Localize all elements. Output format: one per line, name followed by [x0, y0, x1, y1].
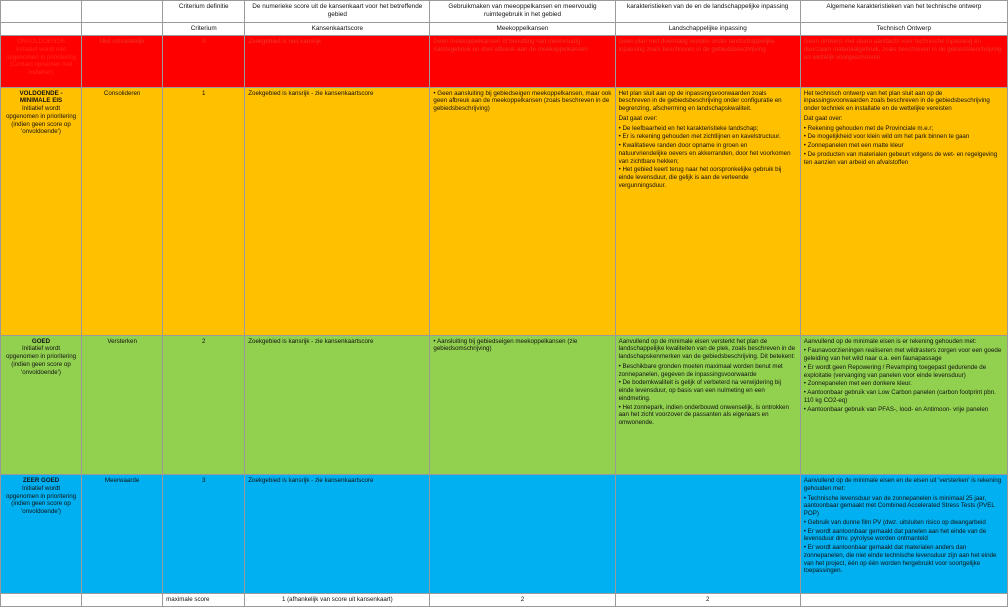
landschappelijke-intro: Aanvullend op de minimale eisen versterkt het plan de landschappelijke kwaliteiten van de plek, zoals beschreven in de landschapskenmerken van de gebiedsbeschrijving. Dit betekent:: [618, 337, 796, 361]
list-item: • Aansluiting bij gebiedseigen meekoppelkansen (zie gebiedsomschrijving): [433, 337, 578, 353]
table-row-onvoldoende: [1, 36, 1008, 88]
row-label-line: indiener): [29, 69, 54, 77]
header-row-2: [1, 22, 1008, 35]
list-item: • De producten van materialen gebeurt volgens de wet- en regelgeving ten aanzien van arbeid en afvalstoffen: [803, 150, 998, 166]
row-technisch-zeer-goed: [800, 475, 1007, 594]
footer-blank-2: [82, 593, 163, 606]
row-criterium-voldoende: Consolideren: [82, 87, 163, 335]
row-score-goed: 2: [163, 335, 245, 474]
row-technisch-goed: [800, 335, 1007, 474]
row-score-onvoldoende: 0: [163, 36, 245, 88]
technisch-intro: Het technisch ontwerp van het plan sluit aan op de inpassingsvoorwaarden zoals beschreven in de gebiedsbeschrijving onder techniek en installatie en de wettelijke vereisten: [803, 89, 990, 113]
technisch-list: [804, 347, 1004, 413]
list-item: • Het gebied keert terug naar het oorspronkelijke gebruik bij einde levensduur, die gelijk is aan de verleende vergunningsduur.: [618, 166, 782, 189]
row-label-line: 'onvoldoende'): [21, 368, 61, 376]
row-label-line: opgenomen in prioritering: [5, 492, 77, 500]
row-label-line: opgenomen in prioritering: [5, 112, 77, 120]
technisch-dat: Dat gaat over:: [803, 114, 843, 122]
row-label-line: VOLDOENDE - MINIMALE EIS: [19, 89, 63, 105]
list-item: • Er wordt geen Repowering / Revamping toegepast gedurende de exploitatie (vervanging van panelen voor einde levensduur): [803, 363, 987, 379]
row-label-line: Initiatief wordt: [21, 345, 61, 353]
header-criterium: Criterium: [163, 22, 245, 35]
row-label-line: 'onvoldoende'): [21, 508, 61, 516]
footer-score-landschappelijke: 2: [615, 593, 800, 606]
row-label-goed: [1, 335, 82, 474]
row-criterium-onvoldoende: Niet ontvankelijk: [82, 36, 163, 88]
row-label-onvoldoende: [1, 36, 82, 88]
list-item: • De mogelijkheid voor klein wild om het park binnen te gaan: [803, 133, 970, 141]
row-label-line: Initiatief wordt: [21, 105, 61, 113]
table-row-goed: [1, 335, 1008, 474]
list-item: • Er is rekening gehouden met zichtlijnen en kavelstructuur.: [618, 133, 781, 141]
header-meekoppelkansen-desc: Gebruikmaken van meeoppelkansen en meervoudig ruimtegebruik in het gebied: [430, 1, 615, 23]
landschappelijke-dat: Dat gaat over:: [618, 114, 658, 122]
row-score-zeer-goed: 3: [163, 475, 245, 594]
table-row-voldoende: [1, 87, 1008, 335]
list-item: • Kwalitatieve randen door opname in groen en natuurvriendelijke oevers en akkerranden, door het voorkomen van zichtbare hekken;: [618, 142, 791, 165]
list-item: • Er wordt aantoonbaar gemaakt dat panelen aan het einde van de levensduur dmv. pyrolyse worden ontmanteld: [803, 527, 987, 543]
row-meekoppelkansen-voldoende: [430, 87, 615, 335]
row-kansenkaartscore-onvoldoende: Zoekgebied is niet kansrijk: [245, 36, 430, 88]
row-meekoppelkansen-goed: [430, 335, 615, 474]
row-label-zeer-goed: [1, 475, 82, 594]
footer-score-meekoppelkansen: 2: [430, 593, 615, 606]
row-label-line: opgenomen in prioritering: [5, 353, 77, 361]
header-kansenkaartscore: Kansenkaartscore: [245, 22, 430, 35]
row-label-line: (indien geen score op: [11, 360, 71, 368]
technisch-list: [804, 125, 1004, 167]
row-label-line: (indien geen score op: [11, 120, 71, 128]
header-meekoppelkansen: Meekoppelkansen: [430, 22, 615, 35]
list-item: • Faunavoorzieningen realiseren met wildrasters zorgen voor een goede geleiding van het wild naar o.a. een faunapassage: [803, 347, 1002, 363]
list-item: • Gebruik van dunne film PV (dwz. uitsluiten risico op dwangarbeid: [803, 518, 986, 526]
footer-maximale-score: maximale score: [163, 593, 245, 606]
list-item: • Zonnepanelen met een donkere kleur.: [803, 380, 912, 388]
list-item: • Rekening gehouden met de Provinciale m.e.r;: [803, 124, 934, 132]
list-item: • Het zonnepark, indien onderbouwd onwenselijk, is ontrokken aan het zicht voorzover de passanten als eigenaars en omwonende.: [618, 403, 789, 427]
list-item: • De leefbaarheid en het karakteristieke landschap;: [618, 124, 759, 132]
row-label-line: Initiatief wordt: [21, 484, 61, 492]
header-landschappelijke-inpassing: Landschappelijke inpassing: [615, 22, 800, 35]
header-blank-1: [1, 1, 82, 23]
list-item: • Er wordt aantoonbaar gemaakt dat materialen anders dan zonnepanelen, die niet einde technische levensduur zijn aan het einde van het project, één op één worden hergebruikt voor soortgelijke toepassingen.: [803, 544, 997, 575]
row-kansenkaartscore-voldoende: Zoekgebied is kansrijk - zie kansenkaartscore: [245, 87, 430, 335]
row-label-voldoende: [1, 87, 82, 335]
row-kansenkaartscore-zeer-goed: Zoekgebied is kansrijk - zie kansenkaartscore: [245, 475, 430, 594]
row-label-line: Initiatief wordt niet: [16, 45, 66, 53]
row-label-line: (indien geen score op: [11, 500, 71, 508]
list-item: • De bodemkwaliteit is gelijk of verbeterd na verwijdering bij einde levensduur, op basis van een nulmeting en een eindmeting.: [618, 379, 782, 402]
header-blank-4: [82, 22, 163, 35]
row-score-voldoende: 1: [163, 87, 245, 335]
row-criterium-zeer-goed: Meerwaarde: [82, 475, 163, 594]
header-blank-3: [1, 22, 82, 35]
table-row-zeer-goed: [1, 475, 1008, 594]
footer-kansenkaart-note: 1 (afhankelijk van score uit kansenkaart): [245, 593, 430, 606]
row-label-line: ZEER GOED: [22, 477, 60, 485]
landschappelijke-list: [619, 125, 797, 190]
list-item: • Geen aansluiting bij gebiedseigen meekoppelkansen, maar ook geen afbreuk aan de meekoppelkansen (zoals beschreven in de gebiedsbeschrijving): [433, 89, 612, 113]
footer-row: [1, 593, 1008, 606]
header-row-1: [1, 1, 1008, 23]
row-technisch-voldoende: [800, 87, 1007, 335]
row-meekoppelkansen-zeer-goed: [430, 475, 615, 594]
list-item: • Beschikbare gronden moeten maximaal worden benut met zonnepanelen, gegeven de inpassingsvoorwaarde: [618, 362, 783, 378]
meekoppelkansen-list: [433, 90, 611, 113]
footer-blank-3: [800, 593, 1007, 606]
landschappelijke-intro: Het plan sluit aan op de inpassingsvoorwaarden zoals beschreven in de gebiedsbeschrijving onder configuratie en begrenzing, afscherming en landschapskwaliteit.: [618, 89, 782, 113]
row-landschappelijke-voldoende: [615, 87, 800, 335]
technisch-intro: Aanvullend op de minimale eisen is er rekening gehouden met:: [803, 337, 977, 345]
header-criterium-definitie: Criterium definitie: [163, 1, 245, 23]
list-item: • Aantoonbaar gebruik van Low Carbon panelen (carbon footprint pbn. 110 kg CO2-eq): [803, 389, 996, 404]
technisch-list: [804, 495, 1004, 576]
meekoppelkansen-list: [433, 338, 611, 354]
row-kansenkaartscore-goed: Zoekgebied is kansrijk - zie kansenkaartscore: [245, 335, 430, 474]
header-landschappelijke-desc: karakteristieken van de en de landschappelijke inpassing: [615, 1, 800, 23]
row-label-line: GOED: [31, 337, 51, 345]
row-landschappelijke-zeer-goed: [615, 475, 800, 594]
row-label-line: opgenomen in prioritering: [5, 53, 77, 61]
row-criterium-goed: Versterken: [82, 335, 163, 474]
list-item: • Zonnepanelen met een matte kleur: [803, 142, 904, 150]
header-technisch-ontwerp: Technisch Ontwerp: [800, 22, 1007, 35]
header-technisch-desc: Algemene karakteristieken van het technische ontwerp: [800, 1, 1007, 23]
list-item: • Technische levensduur van de zonnepanelen is minimaal 25 jaar, aantoonbaar gemaakt met Combined Accelerated Stress Tests (PVEL POP): [803, 494, 995, 518]
footer-blank-1: [1, 593, 82, 606]
row-landschappelijke-goed: [615, 335, 800, 474]
row-label-line: 'onvoldoende'): [21, 128, 61, 136]
row-label-line: ONVOLDOENDE: [16, 38, 66, 46]
row-label-line: (Contact opnemen met: [9, 61, 73, 69]
row-meekoppelkansen-onvoldoende: Geen meekoppelkansen of benutting van meervoudig ruimtegebruik en doel afbreuk aan de meekoppelkansen: [430, 36, 615, 88]
header-kansenkaart-score-desc: De numerieke score uit de kansenkaart voor het betreffende gebied: [245, 1, 430, 23]
landschappelijke-list: [619, 363, 797, 427]
header-blank-2: [82, 1, 163, 23]
row-technisch-onvoldoende: Geen ontwerp met daaro aandacht voor technische inpassing en duurzaam materiaalgebruik, zoals beschreven in de gebiedsbeschrijving en wettelijk voorgeschreven: [800, 36, 1007, 88]
row-landschappelijke-onvoldoende: Geen plan met doelmatig worden onder landschappelijke inpassing zoals beschreven in de gebiedsbeschrijving: [615, 36, 800, 88]
list-item: • Aantoonbaar gebruik van PFAS-, lood- en Antimoon- vrije panelen: [803, 405, 989, 413]
technisch-intro: Aanvullend op de minimale eisen en de eisen uit 'versterken' is rekening gehouden met:: [803, 477, 1002, 492]
